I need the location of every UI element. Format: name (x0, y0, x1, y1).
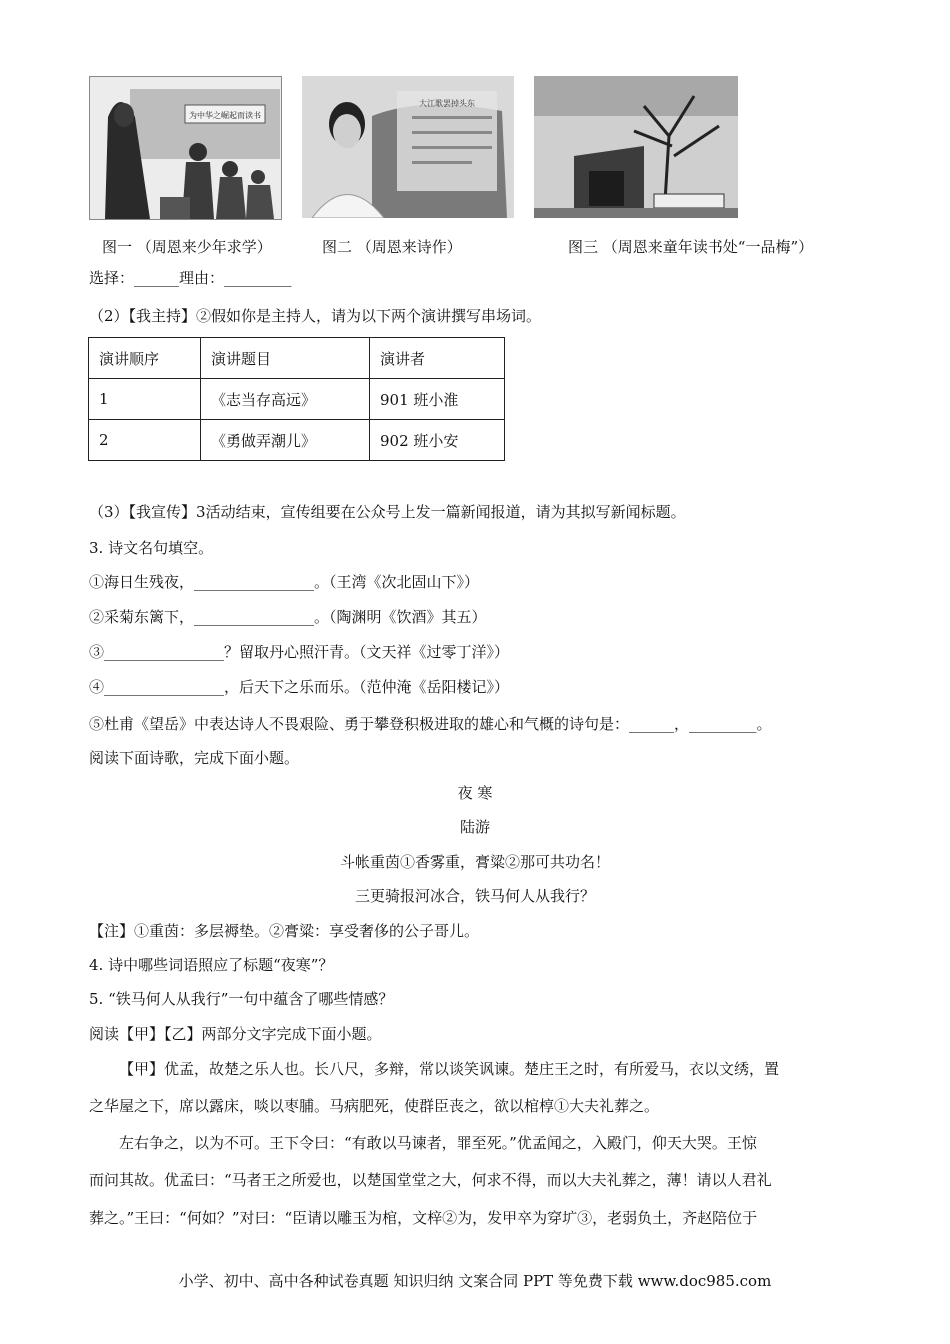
fill-blank-5: ⑤杜甫《望岳》中表达诗人不畏艰险、勇于攀登积极进取的雄心和气概的诗句是：______，_________。 (89, 715, 772, 733)
fill-blank-4: ④________________，后天下之乐而乐。（范仲淹《岳阳楼记》） (89, 678, 510, 696)
q3-promo-prompt: （3）【我宣传】3活动结束，宣传组要在公众号上发一篇新闻报道，请为其拟写新闻标题。 (89, 503, 686, 521)
table-header-topic: 演讲题目 (201, 338, 370, 379)
fill-blank-1: ①海日生残夜，________________。（王湾《次北固山下》） (89, 573, 480, 591)
prose-paragraph-1-line-1: 【甲】优孟，故楚之乐人也。长八尺，多辩，常以谈笑讽谏。楚庄王之时，有所爱马，衣以文绣，置 (119, 1060, 780, 1078)
poem-note: 【注】①重茵：多层褥垫。②膏粱：享受奢侈的公子哥儿。 (89, 922, 480, 940)
prose-paragraph-1-line-2: 之华屋之下，席以露床，啖以枣脯。马病肥死，使群臣丧之，欲以棺椁①大夫礼葬之。 (89, 1097, 660, 1115)
table-cell: 2 (89, 420, 201, 461)
poem-line-2: 三更骑报河冰合，铁马何人从我行？ (354, 887, 595, 905)
table-row (89, 420, 505, 461)
table-header-order: 演讲顺序 (89, 338, 201, 379)
page-footer: 小学、初中、高中各种试卷真题 知识归纳 文案合同 PPT 等免费下载 www.doc985.com (178, 1272, 772, 1290)
table-header-row (89, 338, 505, 379)
prose-paragraph-2-line-1: 左右争之，以为不可。王下令曰：“有敢以马谏者，罪至死。”优孟闻之，入殿门，仰天大哭。王惊 (119, 1134, 757, 1152)
caption-figure-2: 图二 （周恩来诗作） (322, 238, 462, 256)
photo-zhou-poem (302, 76, 514, 218)
photo-yipinmei (534, 76, 738, 218)
read-prose-instruction: 阅读【甲】【乙】两部分文字完成下面小题。 (89, 1025, 382, 1043)
caption-figure-1: 图一 （周恩来少年求学） (102, 238, 272, 256)
speech-schedule-table (88, 337, 505, 461)
question-4: 4. 诗中哪些词语照应了标题“夜寒”？ (89, 956, 334, 974)
table-header-speaker: 演讲者 (370, 338, 505, 379)
table-cell: 1 (89, 379, 201, 420)
select-reason-line: 选择：______理由：_________ (89, 269, 292, 287)
table-cell: 902 班小安 (370, 420, 505, 461)
read-poem-instruction: 阅读下面诗歌，完成下面小题。 (89, 749, 300, 767)
poem-line-1: 斗帐重茵①香雾重，膏粱②那可共功名！ (339, 853, 610, 871)
photo2-illustration (302, 76, 514, 218)
photo1-illustration (90, 77, 281, 219)
photo1-caption-text: 为中华之崛起而读书 (189, 111, 261, 120)
photo2-poem-text: 大江歌罢掉头东 (419, 99, 475, 108)
photo-zhou-youth-study (89, 76, 282, 220)
poem-title: 夜 寒 (457, 784, 493, 802)
fill-blank-3: ③________________？留取丹心照汗青。（文天祥《过零丁洋》） (89, 643, 510, 661)
table-row (89, 379, 505, 420)
fill-blank-2: ②采菊东篱下，________________。（陶渊明《饮酒》其五） (89, 608, 487, 626)
table-cell: 901 班小淮 (370, 379, 505, 420)
prose-paragraph-2-line-2: 而问其故。优孟曰：“马者王之所爱也，以楚国堂堂之大，何求不得，而以大夫礼葬之，薄！请以人君礼 (89, 1171, 772, 1189)
prose-paragraph-2-line-3: 葬之。”王曰：“何如？”对曰：“臣请以雕玉为棺，文梓②为，发甲卒为穿圹③，老弱负土，齐赵陪位于 (89, 1209, 758, 1227)
question-5: 5. “铁马何人从我行”一句中蕴含了哪些情感？ (89, 990, 394, 1008)
photo3-illustration (534, 76, 738, 218)
poem-author: 陆游 (459, 818, 490, 836)
caption-figure-3: 图三 （周恩来童年读书处“一品梅”） (568, 238, 814, 256)
table-cell: 《勇做弄潮儿》 (201, 420, 370, 461)
table-cell: 《志当存高远》 (201, 379, 370, 420)
question-3-title: 3. 诗文名句填空。 (89, 539, 214, 557)
q2-host-prompt: （2）【我主持】②假如你是主持人，请为以下两个演讲撰写串场词。 (89, 307, 542, 325)
